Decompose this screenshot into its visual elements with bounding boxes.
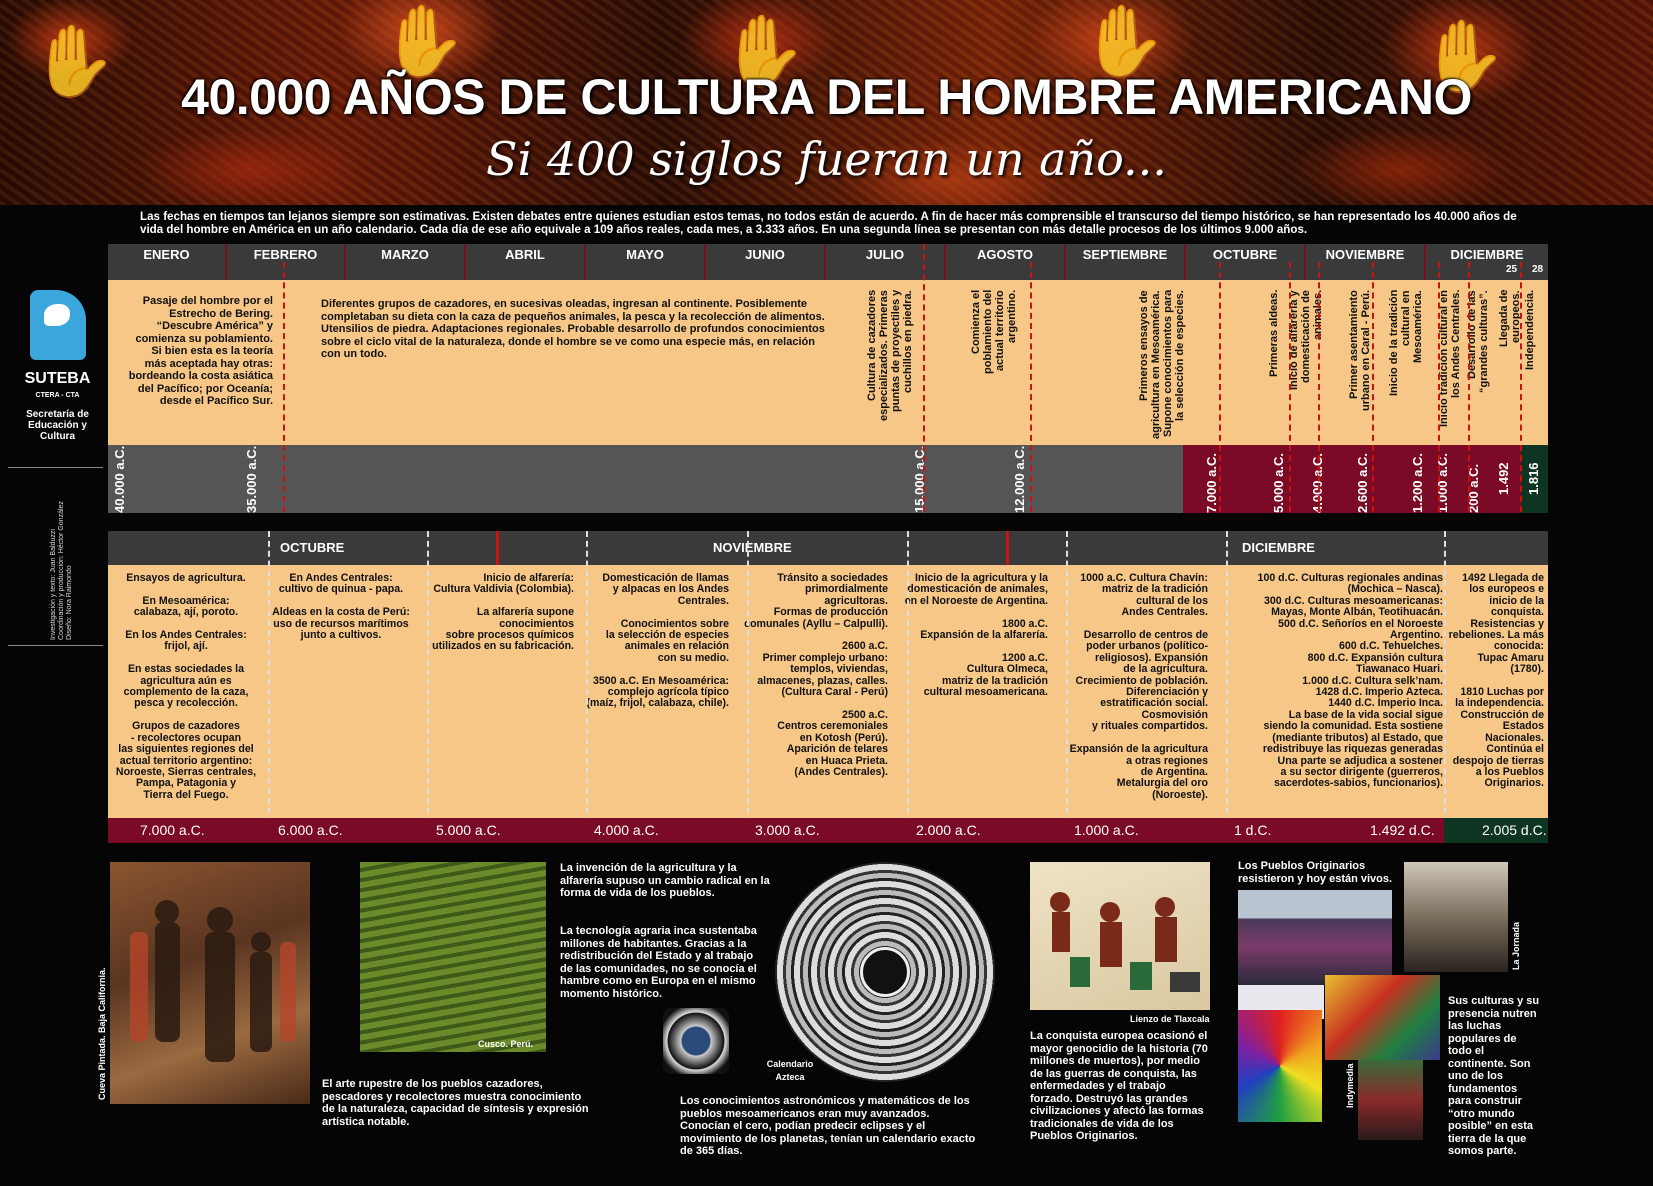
- timeline-marker: [1318, 262, 1320, 512]
- header-banner: [0, 0, 1653, 205]
- date-label: 7.000 a.C.: [140, 822, 205, 838]
- wiphala-flag-photo: [1238, 1010, 1322, 1122]
- month-label: NOVIEMBRE: [1306, 244, 1426, 280]
- sun-face-icon: [860, 947, 910, 997]
- month-label: ABRIL: [466, 244, 586, 280]
- conquista-text: La conquista europea ocasionó el mayor genocidio de la historia (70 millones de muertos), por medio de las guerras de conquista, las enfermedades y el trabajo forzado. Destruyó las grandes civilizaciones y afectó las formas tradicionales de vida de los Pueblos Originarios.: [1030, 1030, 1208, 1142]
- divider: [8, 467, 103, 468]
- event-vertical: Primeras aldeas.: [1268, 290, 1280, 378]
- month-label: NOVIEMBRE: [713, 540, 792, 555]
- event-vertical: Llegada de europeos.: [1498, 290, 1522, 348]
- month-label: JULIO: [826, 244, 946, 280]
- timeline-marker: [1219, 262, 1221, 512]
- year-label: 200 a.C.: [1466, 463, 1481, 513]
- date-label: 6.000 a.C.: [278, 822, 343, 838]
- cusco-terraces-photo: [360, 862, 546, 1052]
- day-28: 28: [1532, 264, 1544, 275]
- timeline-marker: [1444, 531, 1446, 843]
- year-label: 7.000 a.C.: [1204, 453, 1219, 513]
- event-column: Ensayos de agricultura. En Mesoamérica: calabaza, ají, poroto. En los Andes Centrales: frijol, ají. En estas sociedades la agricultura aún es complemento de la caza, pesca y recolección. Grupos de cazadores - recolectores ocupan las siguientes regiones del actual territorio argentino: Noroeste, Sierras centrales, Pampa, Patagonia y Tierra del Fuego.: [115, 572, 257, 801]
- indymedia-caption: Indymedia: [1345, 1063, 1355, 1108]
- timeline-marker: [1066, 531, 1068, 843]
- event-vertical: Primeros ensayos de agricultura en Mesoamérica. Supone conocimientos para la selección de especies.: [1138, 290, 1186, 439]
- date-label: 5.000 a.C.: [436, 822, 501, 838]
- timeline-marker: [283, 262, 285, 512]
- astro-text: Los conocimientos astronómicos y matemáticos de los pueblos mesoamericanos eran muy avanzados. Conocían el cero, podían predecir eclipses y el movimiento de los planetas, tenían un calendario exacto de 365 días.: [680, 1095, 976, 1157]
- date-label: 4.000 a.C.: [594, 822, 659, 838]
- timeline2-events: [108, 565, 1548, 818]
- handprint-icon: ✋: [380, 0, 468, 82]
- timeline-marker: [923, 244, 925, 512]
- jornada-caption: La Jornada: [1511, 921, 1521, 970]
- org-secretary: Secretaría de Educación y Cultura: [26, 409, 89, 442]
- timeline-marker: [427, 531, 429, 843]
- timeline1-months: [108, 244, 1548, 280]
- org-sub: CTERA - CTA: [35, 392, 80, 399]
- month-label: SEPTIEMBRE: [1066, 244, 1186, 280]
- calendario-caption: Calendario Azteca: [766, 1059, 814, 1082]
- divider: [8, 645, 103, 646]
- year-label: 4.000 a.C.: [1310, 453, 1325, 513]
- march-photo: [1404, 862, 1508, 972]
- timeline-marker: [1226, 531, 1228, 843]
- date-label: 1.492 d.C.: [1370, 822, 1435, 838]
- event-column: Inicio de alfarería: Cultura Valdivia (Colombia). La alfarería supone conocimientos sobre procesos químicos utilizados en su fabricación.: [432, 572, 574, 653]
- org-name: SUTEBA: [24, 370, 91, 387]
- agri-text-1: La invención de la agricultura y la alfarería supuso un cambio radical en la forma de vida de los pueblos.: [560, 862, 770, 899]
- month-label: MAYO: [586, 244, 706, 280]
- year-label: 40.000 a.C.: [112, 445, 127, 513]
- month-label: OCTUBRE: [280, 540, 345, 555]
- page-subtitle: Si 400 siglos fueran un año...: [486, 132, 1167, 186]
- event-column: Domesticación de llamas y alpacas en los Andes Centrales. Conocimientos sobre la selección de especies animales en relación con su medio. 3500 a.C. En Mesoamérica: complejo agrícola típico (maíz, frijol, calabaza, chile).: [586, 572, 729, 710]
- day-25: 25: [1506, 264, 1518, 275]
- timeline-marker: [1438, 262, 1440, 512]
- handprint-icon: ✋: [1420, 15, 1508, 97]
- timeline-marker: [747, 531, 749, 843]
- year-label: 1.816: [1526, 462, 1541, 495]
- date-label: 1 d.C.: [1234, 822, 1272, 838]
- org-panel: [10, 290, 105, 442]
- handprint-icon: ✋: [1080, 0, 1168, 82]
- timeline2-months: [108, 531, 1548, 565]
- protest-photo: [1358, 1060, 1423, 1140]
- credits: Investigación y texto: Juan Balduzzi Coordinación y producción: Héctor González Diseño: Nora Raimondo: [50, 501, 73, 640]
- year-label: 35.000 a.C.: [244, 445, 259, 513]
- calendario-azteca-photo: [775, 862, 995, 1082]
- year-label: 1.200 a.C.: [1410, 453, 1425, 513]
- event-vertical: Inicio de alfarería y domesticación de animales.: [1288, 290, 1324, 390]
- handprint-icon: ✋: [720, 10, 808, 92]
- culturas-text: Sus culturas y su presencia nutren las luchas populares de todo el continente. Son uno de los fundamentos para construir “otro mundo posible” en esta tierra de la que somos parte.: [1448, 995, 1540, 1157]
- timeline-marker: [586, 531, 588, 843]
- event-vertical: Inicio tradición cultural en los Andes Centrales.: [1438, 290, 1462, 427]
- event-bering: Pasaje del hombre por el Estrecho de Bering. “Descubre América” y comienza su poblamiento. Si bien esta es la teoría más aceptada hay otras: bordeando la costa asiática del Pacífico; por Oceanía; desde el Pacífico Sur.: [128, 295, 273, 407]
- event-column: Inicio de la agricultura y la domesticación de animales, en el Noroeste de Argentina. 1800 a.C. Expansión de la alfarería. 1200 a.C. Cultura Olmeca, matriz de la tradición cultural mesoamericana.: [904, 572, 1048, 699]
- cave-figures-icon: [110, 862, 310, 1104]
- event-column: 1492 Llegada de los europeos e inicio de la conquista. Resistencias y rebeliones. La más conocida: Tupac Amaru (1780). 1810 Luchas por la independencia. Construcción de Estados Nacionales. Continúa el despojo de tierras a los Pueblos Originarios.: [1448, 572, 1544, 790]
- month-label: AGOSTO: [946, 244, 1066, 280]
- month-label: FEBRERO: [227, 244, 346, 280]
- event-vertical: Desarrollo de las “grandes culturas”.: [1466, 290, 1490, 393]
- month-label: DICIEMBRE: [1450, 247, 1524, 262]
- month-divider: [496, 531, 499, 565]
- event-vertical: Independencia.: [1524, 290, 1536, 371]
- crowd-photo: [1238, 890, 1392, 985]
- rupestre-text: El arte rupestre de los pueblos cazadores, pescadores y recolectores muestra conocimiento de la naturaleza, capacidad de síntesis y expresión artística notable.: [322, 1078, 589, 1128]
- event-column: 1000 a.C. Cultura Chavín: matriz de la tradición cultural de los Andes Centrales. Desarrollo de centros de poder urbanos (político- religiosos). Expansión de la agricultura. Crecimiento de población. Diferenciación y estratificación social. Cosmovisión y rituales compartidos. Expansión de la agricultura a otras regiones de Argentina. Metalurgia del oro (Noroeste).: [1069, 572, 1208, 801]
- timeline2-dates: [108, 818, 1548, 843]
- intro-text: Las fechas en tiempos tan lejanos siempre son estimativas. Existen debates entre quienes estudian estos temas, no todos están de acuerdo. A fin de hacer más comprensible el transcurso del tiempo histórico, se han representado los 40.000 años de vida del hombre en América en un año calendario. Cada día de ese año equivale a 109 años reales, cada mes, a 3.333 años. En una segunda línea se presentan con más detalle procesos de los últimos 9.000 años.: [140, 210, 1517, 236]
- wiphala-photo: [1325, 975, 1440, 1060]
- timeline1-years: [108, 445, 1548, 513]
- event-vertical: Comienza el poblamiento del actual territorio argentino.: [970, 290, 1018, 375]
- year-label: 1.000 a.C.: [1435, 453, 1450, 513]
- timeline1-events: [108, 280, 1548, 445]
- event-column: En Andes Centrales: cultivo de quinua - papa. Aldeas en la costa de Perú: uso de recursos marítimos junto a cultivos.: [272, 572, 410, 642]
- pueblos-text: Los Pueblos Originarios resistieron y hoy están vivos.: [1238, 860, 1393, 885]
- year-label: 1.492: [1496, 462, 1511, 495]
- month-label: OCTUBRE: [1186, 244, 1306, 280]
- conquest-scene-icon: [1030, 862, 1210, 1010]
- timeline-marker: [1468, 262, 1470, 512]
- cueva-caption: Cueva Pintada. Baja California.: [97, 967, 107, 1100]
- timeline-marker: [1289, 262, 1291, 512]
- year-label: 2.600 a.C.: [1355, 453, 1370, 513]
- date-label: 3.000 a.C.: [755, 822, 820, 838]
- month-label: JUNIO: [706, 244, 826, 280]
- date-label: 2.005 d.C.: [1482, 822, 1547, 838]
- cave-painting-photo: [110, 862, 310, 1104]
- date-label: 1.000 a.C.: [1074, 822, 1139, 838]
- year-label: 15.000 a.C.: [912, 445, 927, 513]
- timeline-marker: [1030, 262, 1032, 512]
- event-vertical: Primer asentamiento urbano en Caral - Perú.: [1348, 290, 1372, 412]
- month-label: DICIEMBRE: [1242, 540, 1315, 555]
- event-vertical: Cultura de cazadores especializados. Primeras puntas de proyectiles y cuchillos en piedra.: [866, 290, 914, 421]
- year-label: 5.000 a.C.: [1271, 453, 1286, 513]
- event-column: 100 d.C. Culturas regionales andinas (Mochica – Nasca). 300 d.C. Culturas mesoamericanas: Mayas, Monte Albán, Teotihuacán. 500 d.C. Señoríos en el Noroeste Argentino. 600 d.C. Tehuelches. 800 d.C. Expansión cultura Tiawanaco Huari. 1.000 d.C. Cultura selk’nam. 1428 d.C. Imperio Azteca. 1440 d.C. Imperio Inca. La base de la vida social sigue siendo la comunidad. Esta sostiene (mediante tributos) al Estado, que redistribuye las riquezas generadas Una parte se adjudica a sostener a su sector dirigente (guerreros, sacerdotes-sabios, funcionarios).: [1257, 572, 1443, 790]
- event-cazadores: Diferentes grupos de cazadores, en sucesivas oleadas, ingresan al continente. Posiblemente completaban su dieta con la caza de pequeños animales, la pesca y la recolección de alimentos. Utensilios de piedra. Adaptaciones regionales. Probable desarrollo de profundos conocimientos sobre el ciclo vital de la naturaleza, donde el hombre se ve como una especie más, en relación con un todo.: [321, 298, 825, 360]
- suteba-logo-icon: [30, 290, 86, 360]
- month-label: ENERO: [108, 244, 227, 280]
- date-label: 2.000 a.C.: [916, 822, 981, 838]
- event-column: Tránsito a sociedades primordialmente agricultoras. Formas de producción comunales (Ayllu – Calpulli). 2600 a.C. Primer complejo urbano: templos, viviendas, almacenes, plazas, calles. (Cultura Caral - Perú) 2500 a.C. Centros ceremoniales en Kotosh (Perú). Aparición de telares en Huaca Prieta. (Andes Centrales).: [744, 572, 888, 778]
- lienzo-caption: Lienzo de Tlaxcala: [1130, 1014, 1210, 1024]
- month-label: MARZO: [346, 244, 466, 280]
- timeline-marker: [268, 531, 270, 843]
- timeline-marker: [1520, 262, 1522, 512]
- page-title: 40.000 AÑOS DE CULTURA DEL HOMBRE AMERICANO: [181, 69, 1472, 125]
- cusco-caption: Cusco. Perú.: [478, 1039, 534, 1049]
- month-divider: [1006, 531, 1009, 565]
- year-label: 12.000 a.C.: [1012, 445, 1027, 513]
- agri-text-2: La tecnología agraria inca sustentaba millones de habitantes. Gracias a la redistribución del Estado y al trabajo de las comunidades, no se conocía el hambre como en Europa en el mismo momento histórico.: [560, 925, 757, 1000]
- lienzo-tlaxcala-photo: [1030, 862, 1210, 1010]
- timeline-marker: [1372, 262, 1374, 512]
- handprint-icon: ✋: [30, 20, 118, 102]
- mesoamerican-glyph-photo: [663, 1008, 729, 1074]
- event-vertical: Inicio de la tradición cultural en Mesoamérica.: [1388, 290, 1424, 397]
- timeline-marker: [907, 531, 909, 843]
